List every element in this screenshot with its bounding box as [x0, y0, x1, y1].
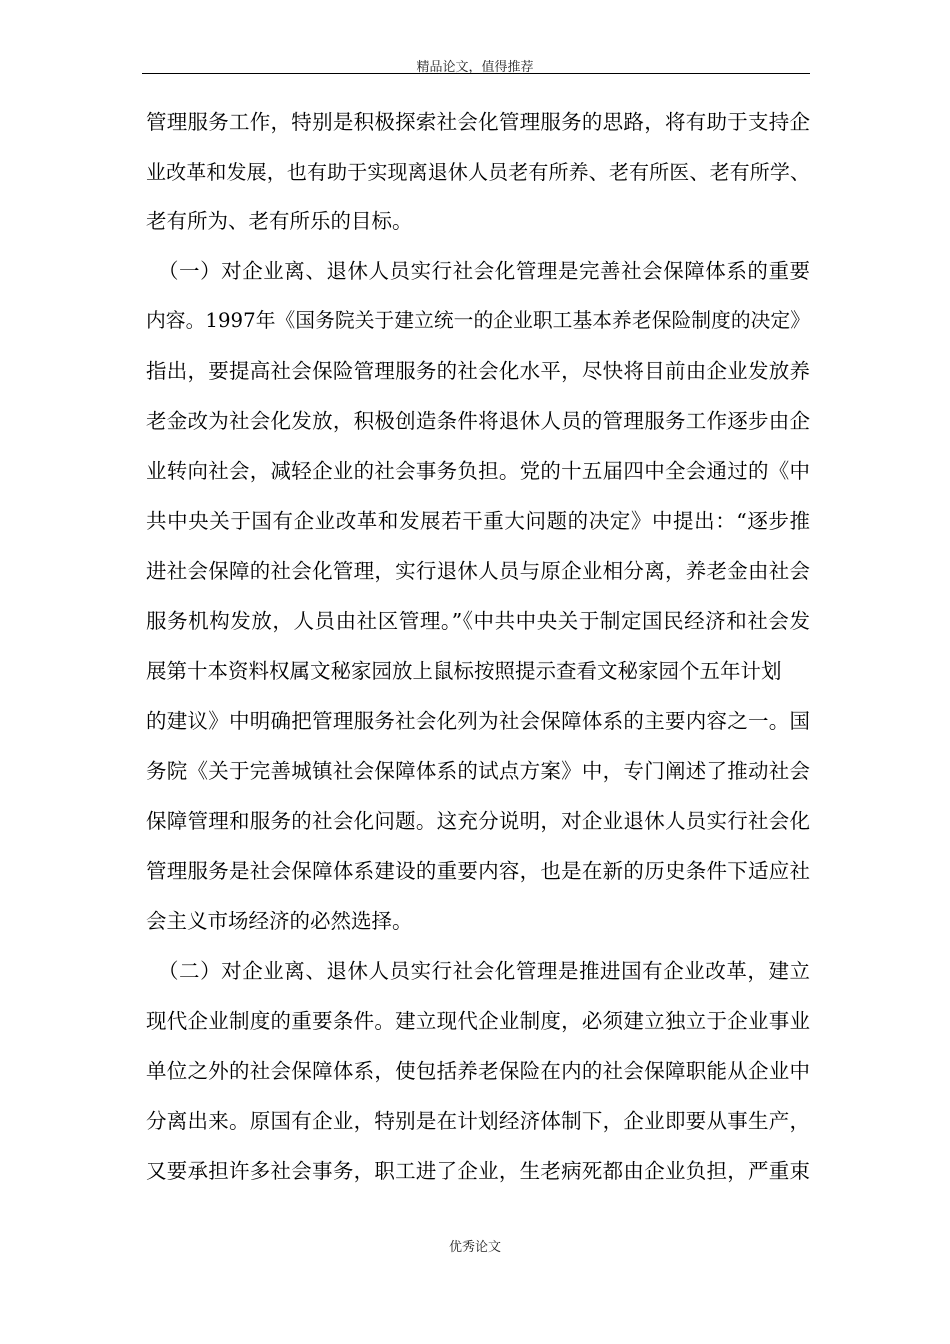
text-line: 又要承担许多社会事务，职工进了企业，生老病死都由企业负担，严重束 [146, 1159, 810, 1183]
page-footer: 优秀论文 [448, 1240, 501, 1255]
text-line: 业转向社会，减轻企业的社会事务负担。党的十五届四中全会通过的《中 [146, 459, 810, 483]
text-line: 管理服务是社会保障体系建设的重要内容，也是在新的历史条件下适应社 [146, 859, 810, 883]
text-line: 现代企业制度的重要条件。建立现代企业制度，必须建立独立于企业事业 [146, 1009, 810, 1033]
text-line: 内容。1997年《国务院关于建立统一的企业职工基本养老保险制度的决定》 [146, 309, 810, 332]
paragraph-heading: （一）对企业离、退休人员实行社会化管理是完善社会保障体系的重要 [158, 259, 810, 283]
text-line: 务院《关于完善城镇社会保障体系的试点方案》中，专门阐述了推动社会 [146, 759, 810, 783]
text-line: 会主义市场经济的必然选择。 [146, 909, 413, 933]
text-line: 老有所为、老有所乐的目标。 [146, 209, 413, 233]
text-line: 业改革和发展，也有助于实现离退休人员老有所养、老有所医、老有所学、 [146, 160, 810, 184]
text-line: 共中央关于国有企业改革和发展若干重大问题的决定》中提出：“逐步推 [146, 509, 810, 533]
text-line: 的建议》中明确把管理服务社会化列为社会保障体系的主要内容之一。国 [146, 709, 810, 733]
text-line: 单位之外的社会保障体系，使包括养老保险在内的社会保障职能从企业中 [146, 1059, 810, 1083]
paragraph-heading: （二）对企业离、退休人员实行社会化管理是推进国有企业改革，建立 [158, 959, 810, 983]
text-line: 分离出来。原国有企业，特别是在计划经济体制下，企业即要从事生产， [146, 1109, 810, 1133]
page-header: 精品论文，值得推荐 [416, 60, 534, 75]
header-divider [142, 73, 810, 74]
text-line: 展第十本资料权属文秘家园放上鼠标按照提示查看文秘家园个五年计划 [146, 659, 782, 683]
text-line: 管理服务工作，特别是积极探索社会化管理服务的思路，将有助于支持企 [146, 110, 810, 134]
text-line: 老金改为社会化发放，积极创造条件将退休人员的管理服务工作逐步由企 [146, 409, 810, 433]
text-line: 保障管理和服务的社会化问题。这充分说明，对企业退休人员实行社会化 [146, 809, 810, 833]
text-line: 指出，要提高社会保险管理服务的社会化水平，尽快将目前由企业发放养 [146, 359, 810, 383]
text-line: 进社会保障的社会化管理，实行退休人员与原企业相分离，养老金由社会 [146, 559, 810, 583]
text-line: 服务机构发放，人员由社区管理。”《中共中央关于制定国民经济和社会发 [146, 609, 810, 633]
